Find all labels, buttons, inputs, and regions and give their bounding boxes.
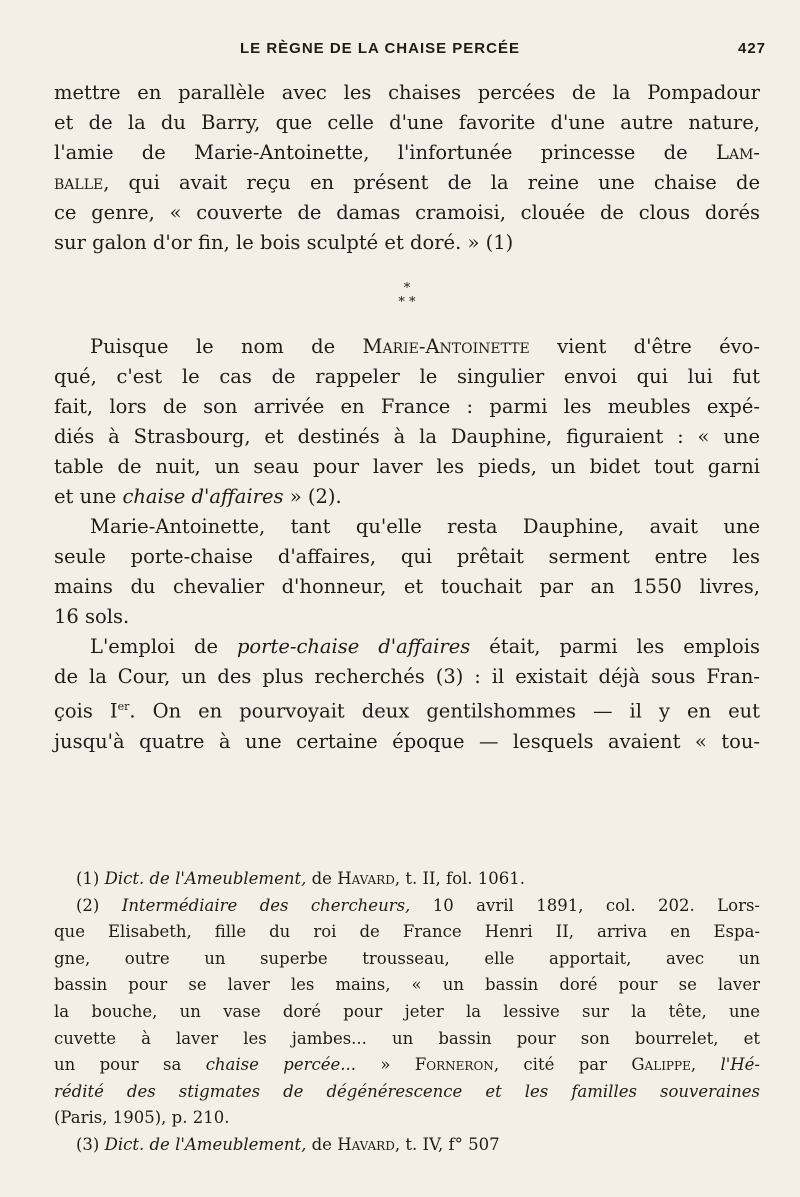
name-smallcaps: Lam-	[716, 141, 760, 164]
text-span: . On en pourvoyait deux gentilshommes — il y en eut	[129, 699, 761, 723]
text-line: cuvette à laver les jambes... un bassin pour son bourrelet, et	[54, 1028, 760, 1048]
italic-title: rédité des stigmates de dégénérescence et les familles souveraines	[54, 1081, 760, 1101]
superscript: er	[117, 700, 130, 713]
text-span: vient d'être évo-	[529, 335, 760, 358]
paragraph-3	[54, 512, 760, 632]
name-smallcaps: Marie-Antoinette	[362, 335, 530, 358]
text-line	[54, 168, 760, 198]
text-span: et une	[54, 485, 123, 508]
text-line: Marie-Antoinette, tant qu'elle resta Dauphine, avait une	[90, 515, 760, 538]
text-span: de	[306, 1134, 338, 1154]
footnote-number: (2)	[76, 895, 122, 915]
name-smallcaps: Galippe	[631, 1055, 691, 1075]
name-smallcaps: balle	[54, 171, 104, 194]
asterism-bottom: * *	[398, 295, 416, 310]
text-line: ce genre, « couverte de damas cramoisi, clouée de clous dorés	[54, 201, 760, 224]
text-span: 10 avril 1891, col. 202. Lors-	[410, 895, 761, 915]
text-line: qué, c'est le cas de rappeler le singulier envoi qui lui fut	[54, 365, 760, 388]
text-line: de la Cour, un des plus recherchés (3) : il existait déjà sous Fran-	[54, 665, 760, 688]
italic-title: Intermédiaire des chercheurs,	[121, 895, 411, 915]
italic-title: Dict. de l'Ameublement,	[104, 1134, 307, 1154]
asterism-top: *	[403, 281, 411, 296]
text-line: fait, lors de son arrivée en France : parmi les meubles expé-	[54, 395, 760, 418]
text-span: » (2).	[283, 485, 342, 508]
text-span: , t. IV, f° 507	[394, 1134, 500, 1154]
text-line: seule porte-chaise d'affaires, qui prêtait serment entre les	[54, 545, 760, 568]
text-line	[54, 632, 760, 662]
section-break-asterism	[54, 282, 760, 310]
text-line	[54, 692, 760, 727]
name-smallcaps: Forneron	[414, 1055, 494, 1075]
name-smallcaps: Havard	[337, 1134, 395, 1154]
italic-term: porte-chaise d'affaires	[236, 635, 471, 658]
text-line: 16 sols.	[54, 605, 130, 628]
text-span: de	[306, 869, 338, 888]
text-span: »	[356, 1055, 415, 1075]
italic-title: Dict. de l'Ameublement,	[104, 869, 307, 888]
text-line: mains du chevalier d'honneur, et touchait par an 1550 livres,	[54, 575, 760, 598]
paragraph-1	[54, 78, 760, 258]
footnote-2	[54, 893, 760, 1132]
text-span: , cité par	[493, 1055, 632, 1075]
main-text	[54, 78, 760, 757]
name-smallcaps: Havard	[337, 869, 395, 888]
footnote-number: (1)	[76, 869, 105, 888]
text-span: l'amie de Marie-Antoinette, l'infortunée princesse de	[54, 141, 717, 164]
text-line: (Paris, 1905), p. 210.	[54, 1108, 230, 1128]
text-line: gne, outre un superbe trousseau, elle apportait, avec un	[54, 948, 760, 968]
text-span: L'emploi de	[90, 635, 237, 658]
text-span: Puisque le nom de	[90, 335, 363, 358]
text-line	[54, 138, 760, 168]
text-line: table de nuit, un seau pour laver les pieds, un bidet tout garni	[54, 455, 760, 478]
footnote-1	[54, 866, 760, 893]
paragraph-4	[54, 632, 760, 757]
footnote-3	[54, 1132, 760, 1159]
text-line: bassin pour se laver les mains, « un bassin doré pour se laver	[54, 975, 760, 995]
text-line: sur galon d'or fin, le bois sculpté et doré. » (1)	[54, 231, 514, 254]
text-line: la bouche, un vase doré pour jeter la lessive sur la tête, une	[54, 1001, 760, 1021]
text-line: et de la du Barry, que celle d'une favorite d'une autre nature,	[54, 111, 760, 134]
text-span: était, parmi les emplois	[470, 635, 760, 658]
text-line	[54, 1079, 760, 1106]
text-line: mettre en parallèle avec les chaises percées de la Pompadour	[54, 81, 760, 104]
italic-term: chaise percée...	[205, 1055, 356, 1075]
text-span: , t. II, fol. 1061.	[394, 869, 526, 888]
paragraph-2	[54, 332, 760, 512]
footnotes	[54, 866, 760, 1159]
italic-term: chaise d'affaires	[122, 485, 284, 508]
text-span: ,	[690, 1055, 721, 1075]
text-span: un pour sa	[54, 1055, 206, 1075]
text-line: que Elisabeth, fille du roi de France Henri II, arriva en Espa-	[54, 922, 760, 942]
text-line	[54, 893, 760, 920]
text-span: çois I	[54, 699, 118, 723]
italic-title: l'Hé-	[720, 1055, 761, 1075]
footnote-number: (3)	[76, 1134, 105, 1154]
text-span: , qui avait reçu en présent de la reine une chaise de	[103, 171, 760, 194]
text-line	[54, 332, 760, 362]
text-line	[54, 482, 760, 512]
text-line	[54, 1052, 760, 1079]
running-title: LE RÈGNE DE LA CHAISE PERCÉE	[240, 40, 520, 57]
page-number: 427	[738, 40, 767, 57]
text-line: jusqu'à quatre à une certaine époque — lesquels avaient « tou-	[54, 729, 760, 753]
text-line: diés à Strasbourg, et destinés à la Dauphine, figuraient : « une	[54, 425, 760, 448]
